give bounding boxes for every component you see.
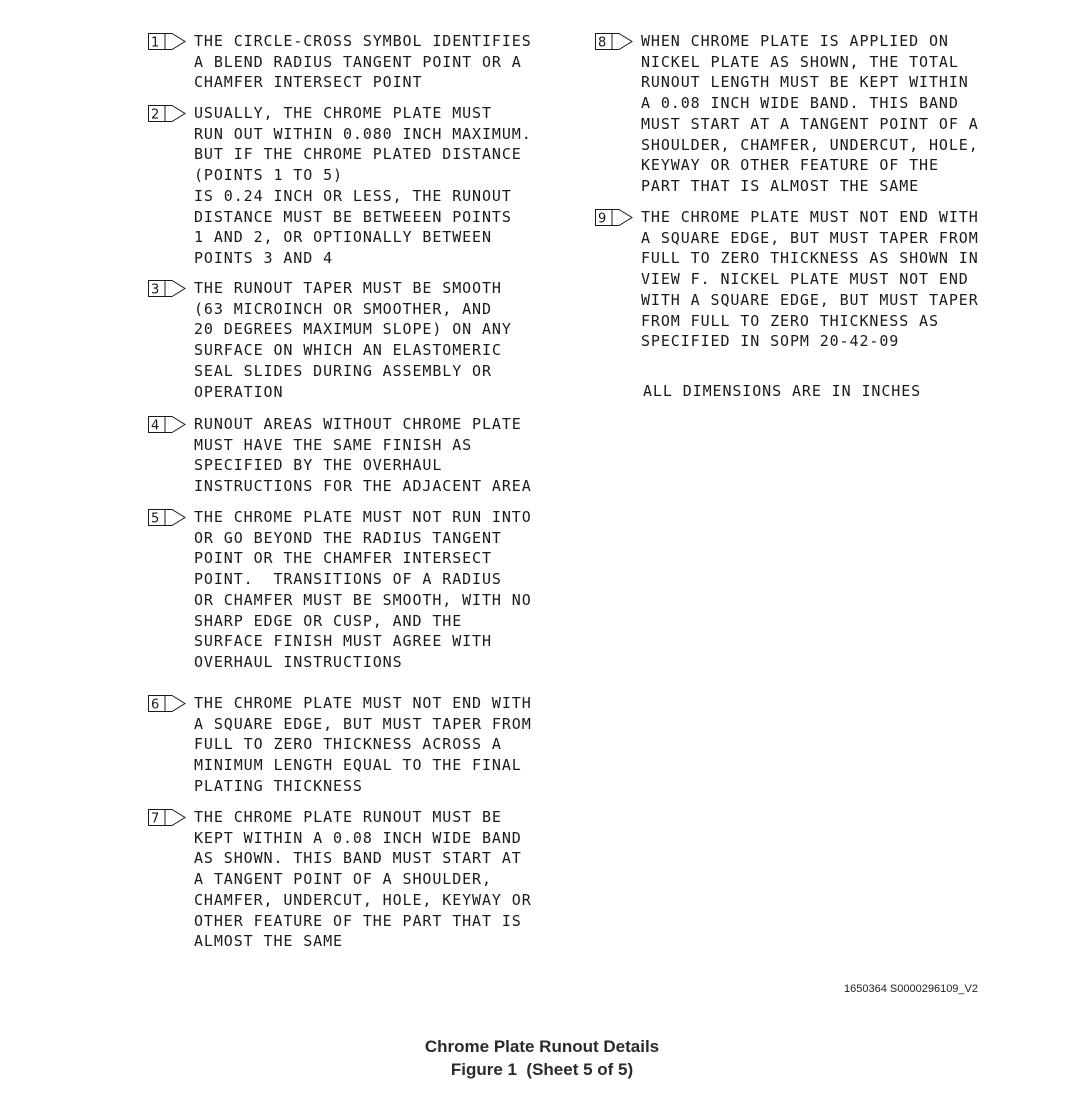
note-line: (POINTS 1 TO 5) [194, 166, 343, 185]
note-line: KEYWAY OR OTHER FEATURE OF THE [641, 156, 939, 175]
note-text [641, 31, 979, 197]
note-line: NICKEL PLATE AS SHOWN, THE TOTAL [641, 52, 959, 71]
note-line: DISTANCE MUST BE BETWEEEN POINTS [194, 207, 512, 226]
dimensions-note: ALL DIMENSIONS ARE IN INCHES [643, 382, 922, 400]
note-line: (63 MICROINCH OR SMOOTHER, AND [194, 299, 492, 318]
note-line: A SQUARE EDGE, BUT MUST TAPER FROM [194, 714, 532, 733]
note-line: MUST START AT A TANGENT POINT OF A [641, 114, 979, 133]
note-line: CHAMFER, UNDERCUT, HOLE, KEYWAY OR [194, 890, 532, 909]
note-number: 2 [151, 107, 160, 123]
note-number: 8 [598, 35, 607, 51]
note-flag-icon [148, 105, 186, 122]
figure-title: Chrome Plate Runout Details [424, 1037, 660, 1056]
note-text [194, 31, 532, 93]
note-line: OVERHAUL INSTRUCTIONS [194, 652, 403, 671]
note-line: OTHER FEATURE OF THE PART THAT IS [194, 911, 522, 930]
note-line: POINT. TRANSITIONS OF A RADIUS [194, 570, 502, 589]
note-line: A TANGENT POINT OF A SHOULDER, [194, 870, 492, 889]
note-flag-icon [595, 33, 633, 50]
note-line: PLATING THICKNESS [194, 776, 363, 795]
note-line: RUN OUT WITHIN 0.080 INCH MAXIMUM. [194, 124, 532, 143]
note-text [194, 103, 532, 269]
note-line: OR CHAMFER MUST BE SMOOTH, WITH NO [194, 590, 532, 609]
note-line: RUNOUT LENGTH MUST BE KEPT WITHIN [641, 73, 969, 92]
note-line: A 0.08 INCH WIDE BAND. THIS BAND [641, 94, 959, 113]
figure-reference-id: 1650364 S0000296109_V2 [844, 983, 978, 995]
note-line: FULL TO ZERO THICKNESS AS SHOWN IN [641, 249, 979, 268]
note-line: WHEN CHROME PLATE IS APPLIED ON [641, 32, 949, 50]
note-line: SURFACE FINISH MUST AGREE WITH [194, 632, 492, 651]
note-line: VIEW F. NICKEL PLATE MUST NOT END [641, 270, 969, 289]
note-line: IS 0.24 INCH OR LESS, THE RUNOUT [194, 186, 512, 205]
note-line: INSTRUCTIONS FOR THE ADJACENT AREA [194, 477, 532, 496]
note-line: PART THAT IS ALMOST THE SAME [641, 176, 920, 195]
note-line: ALMOST THE SAME [194, 932, 343, 951]
note-line: THE CHROME PLATE MUST NOT RUN INTO [194, 508, 532, 526]
note-text [194, 693, 532, 797]
note-line: SPECIFIED IN SOPM 20-42-09 [641, 332, 900, 351]
note-line: MUST HAVE THE SAME FINISH AS [194, 435, 473, 454]
note-line: WITH A SQUARE EDGE, BUT MUST TAPER [641, 290, 979, 309]
note-flag-icon [148, 280, 186, 297]
note-number: 1 [151, 35, 160, 51]
note-line: POINT OR THE CHAMFER INTERSECT [194, 549, 492, 568]
note-line: FROM FULL TO ZERO THICKNESS AS [641, 311, 939, 330]
note-line: A BLEND RADIUS TANGENT POINT OR A [194, 52, 522, 71]
note-line: CHAMFER INTERSECT POINT [194, 73, 423, 92]
note-text [194, 807, 532, 952]
note-line: FULL TO ZERO THICKNESS ACROSS A [194, 735, 502, 754]
note-number: 7 [151, 811, 160, 827]
note-line: SEAL SLIDES DURING ASSEMBLY OR [194, 361, 492, 380]
note-number: 4 [151, 418, 160, 434]
note-line: OR GO BEYOND THE RADIUS TANGENT [194, 528, 502, 547]
note-line: MINIMUM LENGTH EQUAL TO THE FINAL [194, 756, 522, 775]
note-line: THE CHROME PLATE MUST NOT END WITH [194, 694, 532, 712]
note-flag-icon [148, 809, 186, 826]
note-number: 9 [598, 211, 607, 227]
note-line: 1 AND 2, OR OPTIONALLY BETWEEN [194, 228, 492, 247]
note-line: OPERATION [194, 382, 284, 401]
note-line: SHOULDER, CHAMFER, UNDERCUT, HOLE, [641, 135, 979, 154]
note-line: SHARP EDGE OR CUSP, AND THE [194, 611, 463, 630]
note-text [641, 207, 979, 352]
note-line: RUNOUT AREAS WITHOUT CHROME PLATE [194, 415, 522, 433]
note-text [194, 278, 512, 402]
note-flag-icon [148, 509, 186, 526]
note-line: THE CHROME PLATE RUNOUT MUST BE [194, 808, 502, 826]
note-line: SURFACE ON WHICH AN ELASTOMERIC [194, 341, 502, 360]
note-line: SPECIFIED BY THE OVERHAUL [194, 456, 443, 475]
note-flag-icon [148, 416, 186, 433]
note-number: 5 [151, 511, 160, 527]
note-line: THE CIRCLE-CROSS SYMBOL IDENTIFIES [194, 32, 532, 50]
note-line: THE CHROME PLATE MUST NOT END WITH [641, 208, 979, 226]
figure-number: Figure 1 (Sheet 5 of 5) [450, 1060, 634, 1079]
note-line: 20 DEGREES MAXIMUM SLOPE) ON ANY [194, 320, 512, 339]
note-flag-icon [595, 209, 633, 226]
note-line: USUALLY, THE CHROME PLATE MUST [194, 104, 492, 122]
note-flag-icon [148, 33, 186, 50]
note-line: AS SHOWN. THIS BAND MUST START AT [194, 849, 522, 868]
note-line: THE RUNOUT TAPER MUST BE SMOOTH [194, 279, 502, 297]
note-flag-icon [148, 695, 186, 712]
note-number: 3 [151, 282, 160, 298]
note-number: 6 [151, 697, 160, 713]
note-text [194, 414, 532, 497]
note-line: KEPT WITHIN A 0.08 INCH WIDE BAND [194, 828, 522, 847]
note-line: BUT IF THE CHROME PLATED DISTANCE [194, 145, 522, 164]
note-line: A SQUARE EDGE, BUT MUST TAPER FROM [641, 228, 979, 247]
note-text [194, 507, 532, 673]
note-line: POINTS 3 AND 4 [194, 248, 334, 267]
